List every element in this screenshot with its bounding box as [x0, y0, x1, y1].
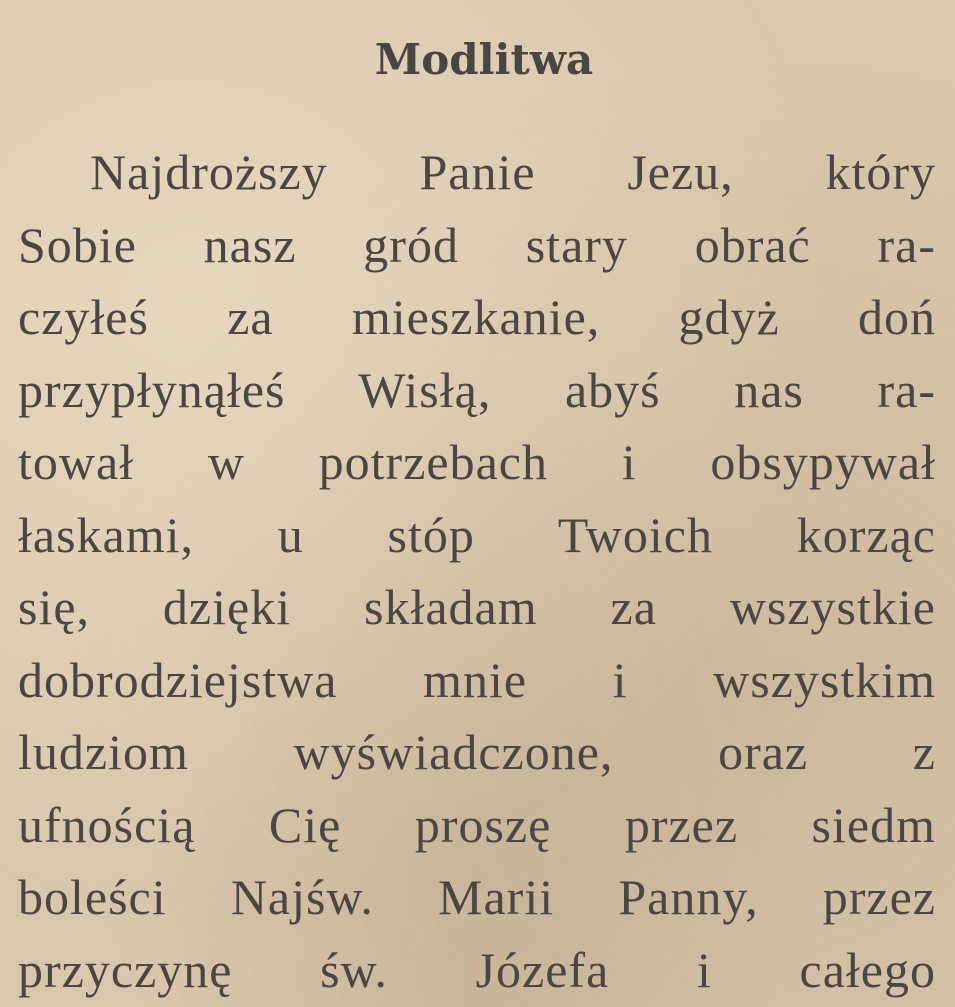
- page-title: Modlitwa: [374, 35, 594, 84]
- text-line: przypłynąłeś Wisłą, abyś nas ra-: [18, 361, 936, 418]
- text-line: ludziom wyświadczone, oraz z: [18, 724, 936, 780]
- text-line: boleści Najśw. Marii Panny, przez: [18, 869, 936, 925]
- text-line: dobrodziejstwa mnie i wszystkim: [18, 651, 936, 708]
- text-line: Sobie nasz gród stary obrać ra-: [18, 216, 936, 273]
- text-line: się, dzięki składam za wszystkie: [18, 579, 936, 635]
- text-line: łaskami, u stóp Twoich korząc: [18, 506, 936, 563]
- text-line: przyczynę św. Józefa i całego: [18, 941, 936, 998]
- prayer-text: [18, 136, 936, 1006]
- text-line: czyłeś za mieszkanie, gdyż doń: [18, 289, 936, 345]
- text-line: Najdroższy Panie Jezu, który: [90, 144, 936, 200]
- text-line: tował w potrzebach i obsypywał: [18, 434, 936, 490]
- text-line: ufnością Cię proszę przez siedm: [18, 796, 936, 853]
